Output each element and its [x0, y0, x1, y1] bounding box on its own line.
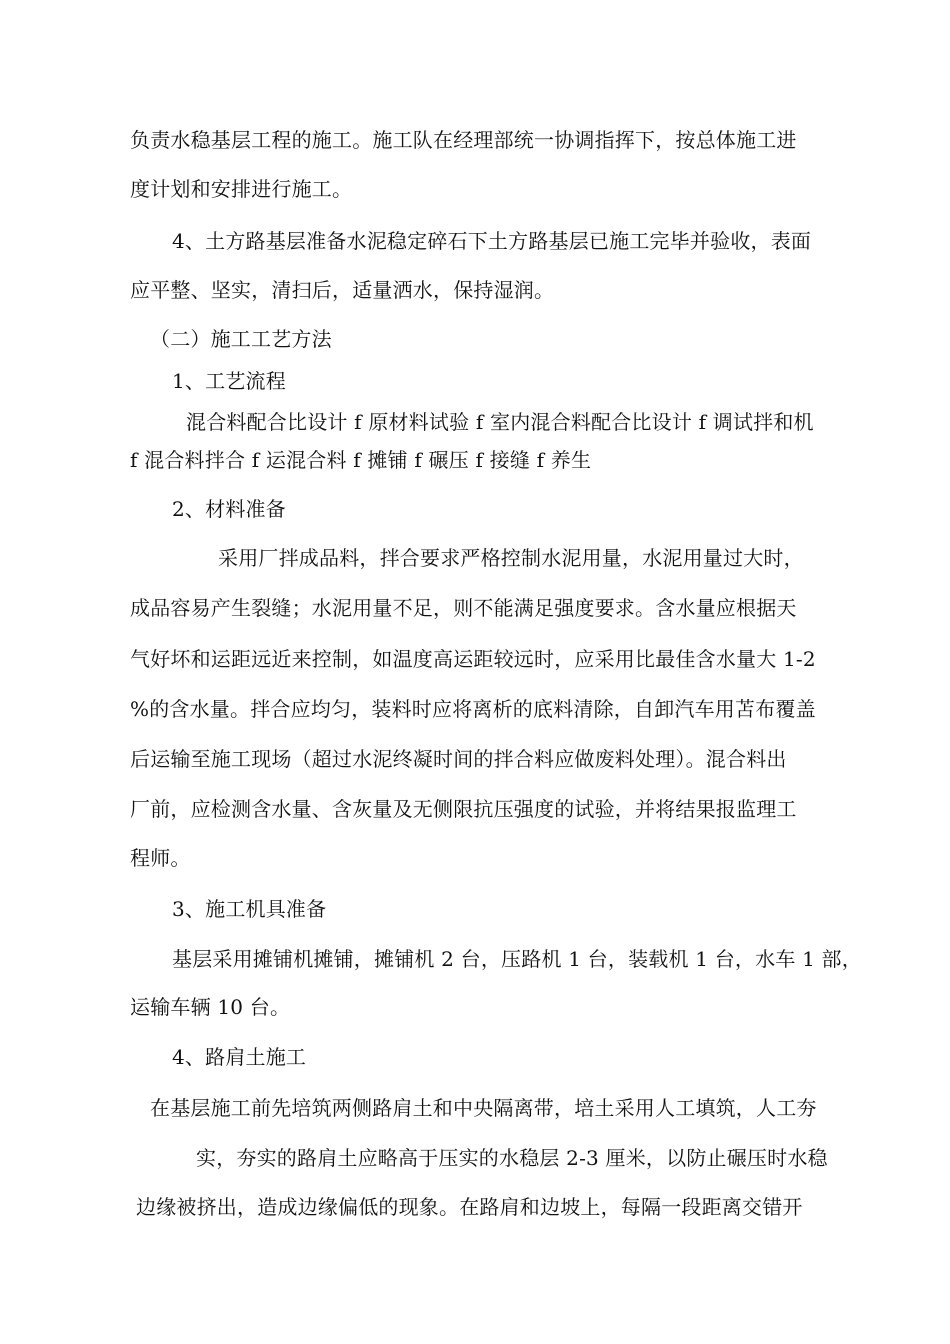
body-text-line: 实，夯实的路肩土应略高于压实的水稳层 2-3 厘米，以防止碾压时水稳 [196, 1146, 828, 1170]
body-text-line: 气好坏和运距远近来控制，如温度高运距较远时，应采用比最佳含水量大 1-2 [130, 647, 816, 671]
body-text-line: 程师。 [130, 846, 191, 870]
body-text-line: 厂前，应检测含水量、含灰量及无侧限抗压强度的试验，并将结果报监理工 [130, 797, 797, 821]
subsection-heading: 2、材料准备 [172, 497, 286, 521]
body-text-line: 负责水稳基层工程的施工。施工队在经理部统一协调指挥下，按总体施工进 [130, 128, 797, 152]
body-text-line: 运输车辆 10 台。 [130, 995, 291, 1019]
subsection-heading: 4、路肩土施工 [172, 1045, 307, 1069]
body-text-line: 成品容易产生裂缝；水泥用量不足，则不能满足强度要求。含水量应根据天 [130, 596, 797, 620]
process-flow-line: 混合料配合比设计 f 原材料试验 f 室内混合料配合比设计 f 调试拌和机 [186, 410, 814, 434]
body-text-line: 在基层施工前先培筑两侧路肩土和中央隔离带，培土采用人工填筑，人工夯 [150, 1096, 817, 1120]
subsection-heading: 3、施工机具准备 [172, 897, 327, 921]
process-flow-line: f 混合料拌合 f 运混合料 f 摊铺 f 碾压 f 接缝 f 养生 [130, 448, 592, 472]
section-heading: （二）施工工艺方法 [150, 327, 332, 351]
body-text-line: 度计划和安排进行施工。 [130, 177, 353, 201]
body-text-line: 4、土方路基层准备水泥稳定碎石下土方路基层已施工完毕并验收，表面 [172, 229, 812, 253]
body-text-line: 采用厂拌成品料，拌合要求严格控制水泥用量，水泥用量过大时， [218, 546, 804, 570]
body-text-line: 应平整、坚实，清扫后，适量洒水，保持湿润。 [130, 278, 555, 302]
body-text-line: %的含水量。拌合应均匀，装料时应将离析的底料清除，自卸汽车用苫布覆盖 [130, 697, 816, 721]
body-text-line: 基层采用摊铺机摊铺，摊铺机 2 台，压路机 1 台，装载机 1 台，水车 1 部， [172, 947, 862, 971]
body-text-line: 后运输至施工现场（超过水泥终凝时间的拌合料应做废料处理）。混合料出 [130, 747, 787, 771]
body-text-line: 边缘被挤出，造成边缘偏低的现象。在路肩和边坡上，每隔一段距离交错开 [136, 1195, 803, 1219]
subsection-heading: 1、工艺流程 [172, 369, 286, 393]
